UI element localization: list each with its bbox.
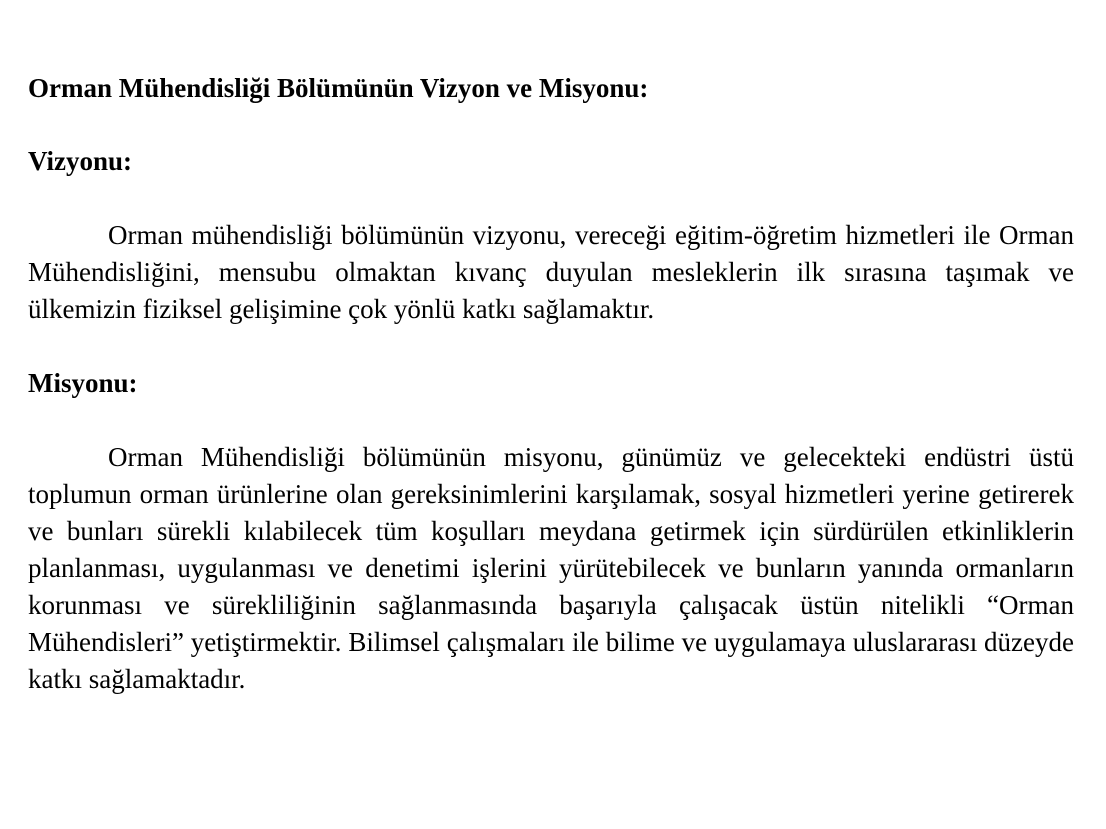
- vision-heading: Vizyonu:: [28, 146, 133, 176]
- document-title: Orman Mühendisliği Bölümünün Vizyon ve Misyonu:: [28, 73, 649, 103]
- document-page: [28, 70, 1074, 698]
- mission-paragraph: Orman Mühendisliği bölümünün misyonu, günümüz ve gelecekteki endüstri üstü toplumun orman ürünlerine olan gereksinimlerini karşılamak, sosyal hizmetleri yerine getirerek ve bunları sürekli kılabilecek tüm koşulları meydana getirmek için sürdürülen etkinliklerin planlanması, uygulanması ve denetimi işlerini yürütebilecek ve bunların yanında ormanların korunması ve sürekliliğinin sağlanmasında başarıyla çalışacak üstün nitelikli “Orman Mühendisleri” yetiştirmektir. Bilimsel çalışmaları ile bilime ve uygulamaya uluslararası düzeyde katkı sağlamaktadır.: [28, 442, 1074, 694]
- vision-paragraph: Orman mühendisliği bölümünün vizyonu, vereceği eğitim-öğretim hizmetleri ile Orman Mühendisliğini, mensubu olmaktan kıvanç duyulan mesleklerin ilk sırasına taşımak ve ülkemizin fiziksel gelişimine çok yönlü katkı sağlamaktır.: [28, 220, 1074, 324]
- mission-heading: Misyonu:: [28, 368, 138, 398]
